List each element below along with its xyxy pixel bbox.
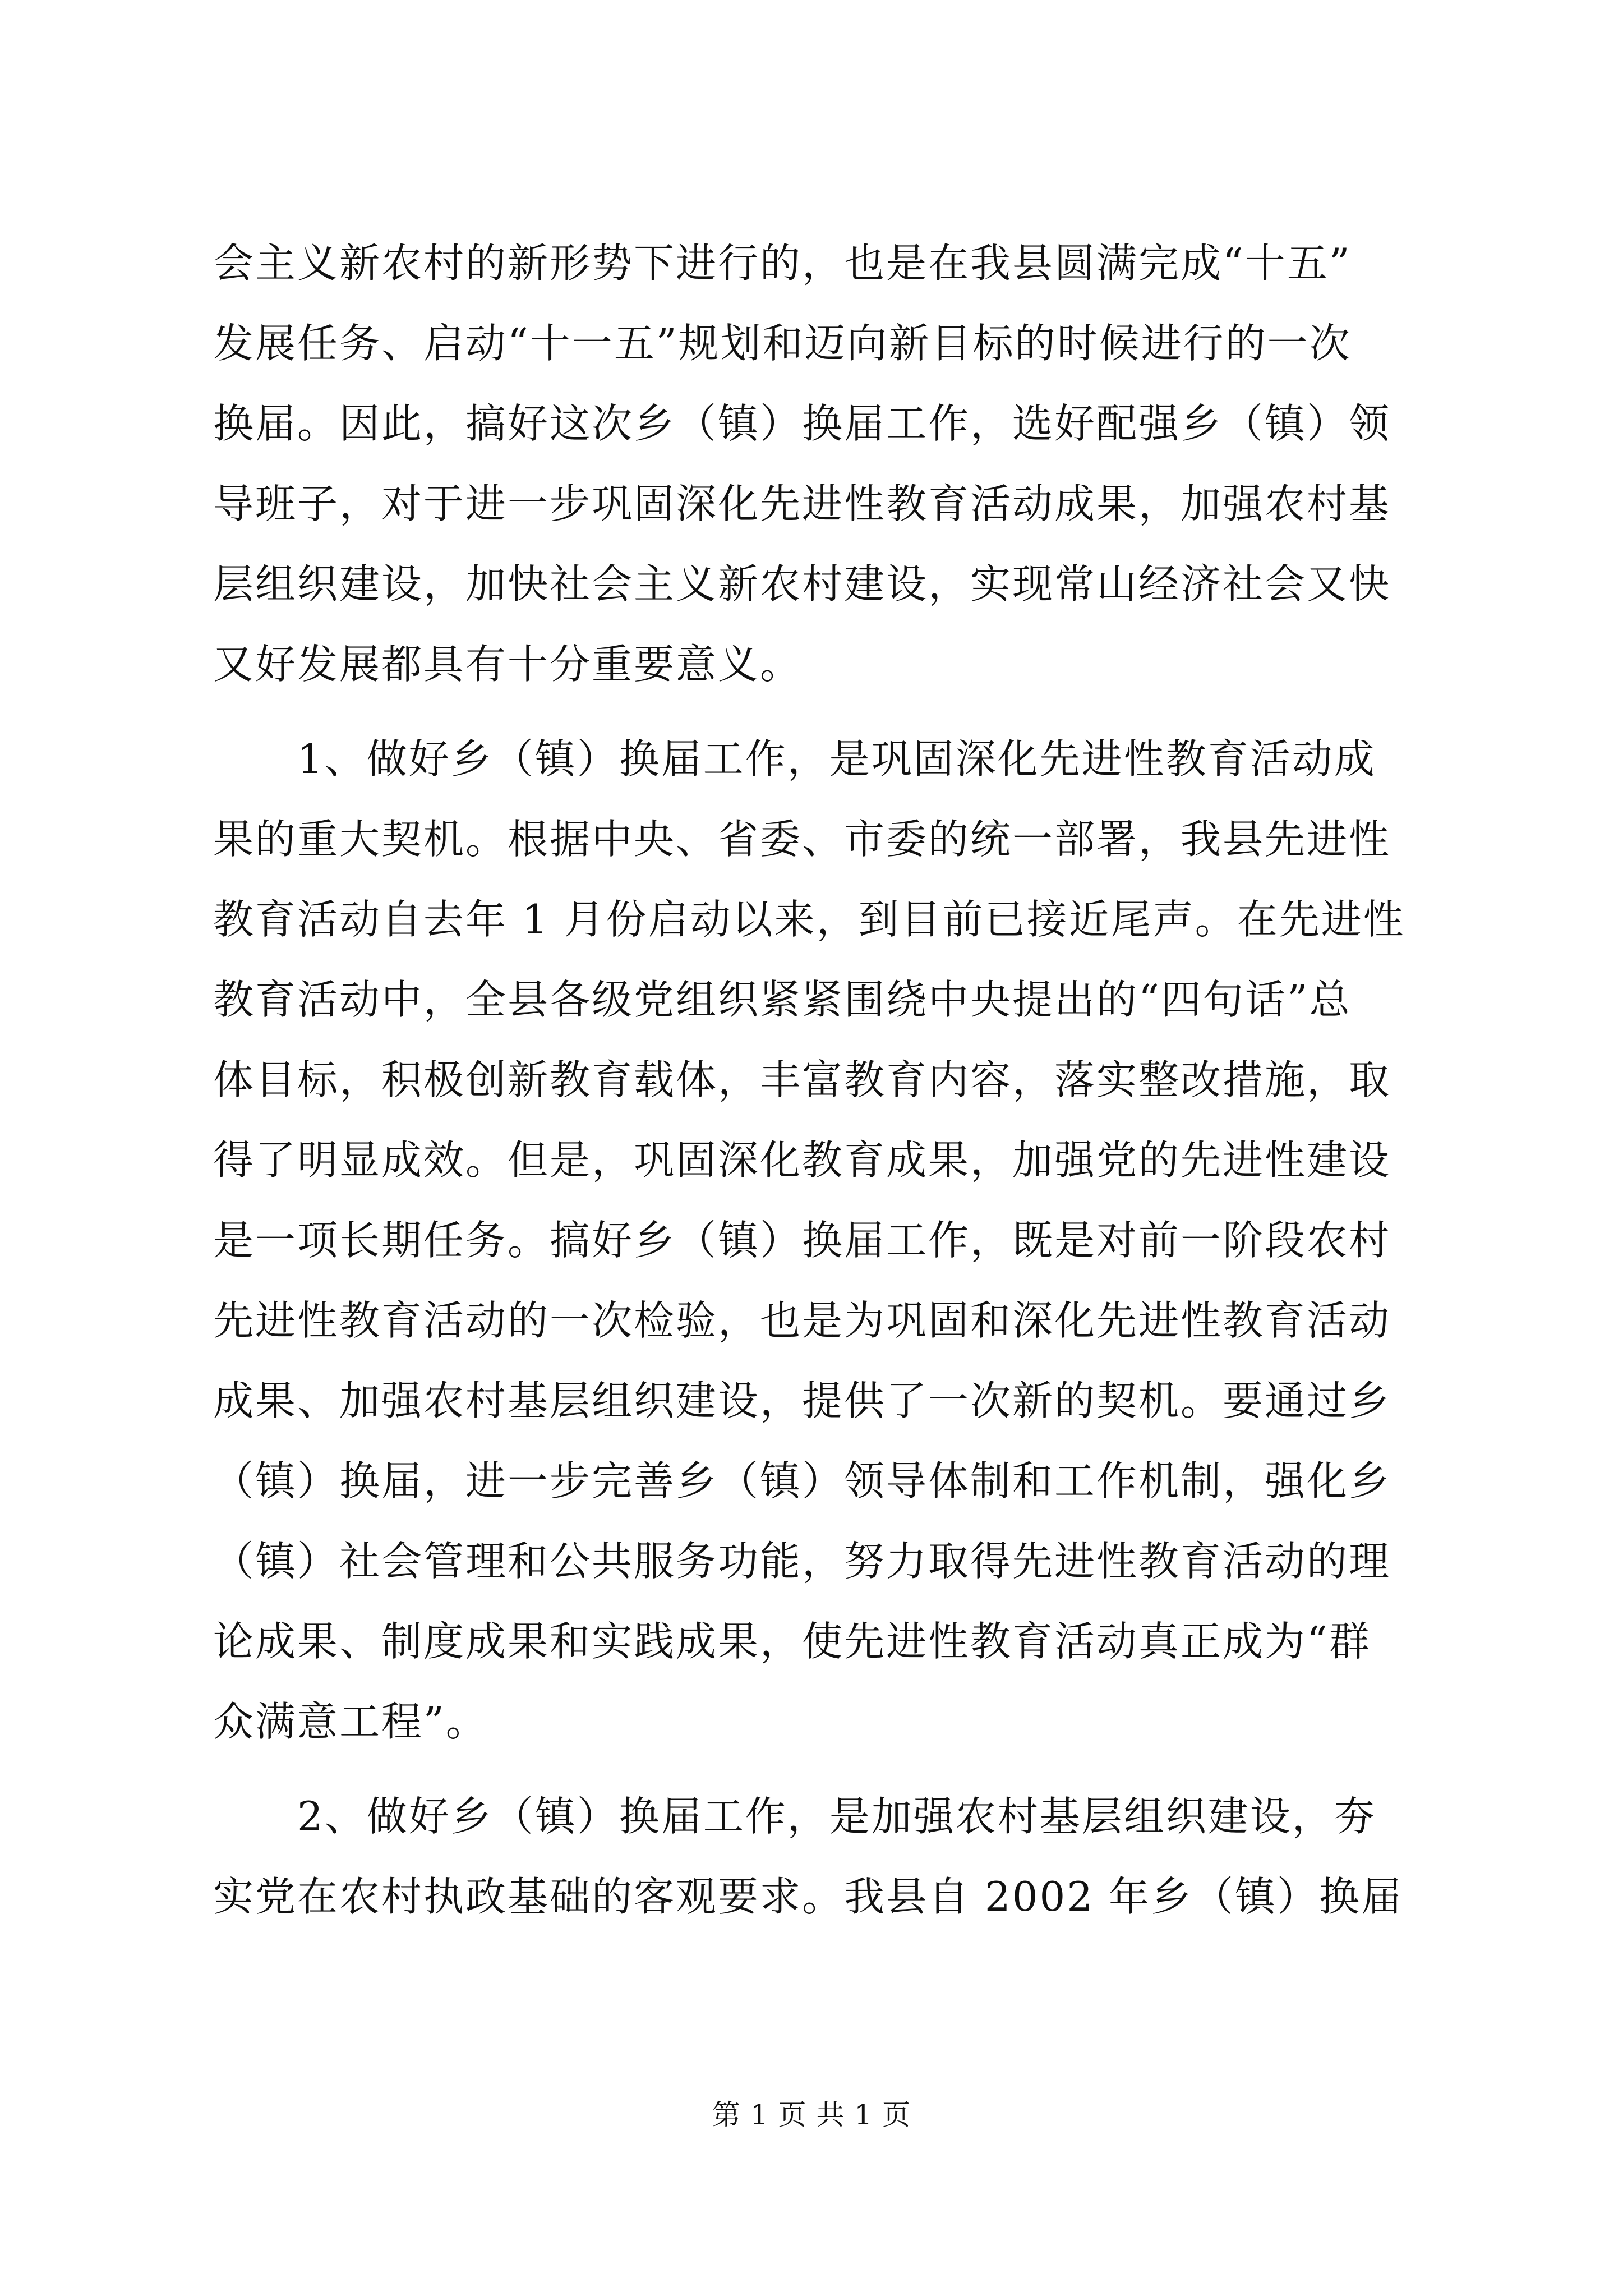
text-line: 得了明显成效。但是，巩固深化教育成果，加强党的先进性建设	[213, 1137, 1391, 1184]
text-line: 会主义新农村的新形势下进行的，也是在我县圆满完成“十五”	[213, 240, 1352, 287]
text-line: 成果、加强农村基层组织建设，提供了一次新的契机。要通过乡	[213, 1377, 1391, 1424]
text-line: （镇）社会管理和公共服务功能，努力取得先进性教育活动的理	[213, 1538, 1391, 1585]
text-line: 先进性教育活动的一次检验，也是为巩固和深化先进性教育活动	[213, 1297, 1391, 1344]
text-line: 导班子，对于进一步巩固深化先进性教育活动成果，加强农村基	[213, 480, 1391, 527]
text-line: 体目标，积极创新教育载体，丰富教育内容，落实整改措施，取	[213, 1056, 1391, 1103]
text-line: 教育活动中，全县各级党组织紧紧围绕中央提出的“四句话”总	[213, 976, 1352, 1023]
text-line: 果的重大契机。根据中央、省委、市委的统一部署，我县先进性	[213, 816, 1391, 863]
text-line: 发展任务、启动“十一五”规划和迈向新目标的时候进行的一次	[213, 320, 1352, 367]
text-line: 众满意工程”。	[213, 1698, 488, 1745]
text-line: 实党在农村执政基础的客观要求。我县自 2002 年乡（镇）换届	[213, 1873, 1404, 1920]
paragraph	[213, 719, 1419, 1762]
text-line: 1、做好乡（镇）换届工作，是巩固深化先进性教育活动成	[213, 735, 1376, 783]
page-footer: 第 1 页 共 1 页	[712, 2099, 911, 2131]
text-line: 是一项长期任务。搞好乡（镇）换届工作，既是对前一阶段农村	[213, 1217, 1391, 1264]
document-body	[213, 223, 1419, 1937]
text-line: （镇）换届，进一步完善乡（镇）领导体制和工作机制，强化乡	[213, 1457, 1391, 1504]
paragraph	[213, 223, 1419, 705]
text-line: 2、做好乡（镇）换届工作，是加强农村基层组织建设，夯	[213, 1793, 1376, 1840]
text-line: 换届。因此，搞好这次乡（镇）换届工作，选好配强乡（镇）领	[213, 400, 1391, 447]
text-line: 教育活动自去年 1 月份启动以来，到目前已接近尾声。在先进性	[213, 896, 1405, 943]
text-line: 论成果、制度成果和实践成果，使先进性教育活动真正成为“群	[213, 1618, 1371, 1665]
text-line: 层组织建设，加快社会主义新农村建设，实现常山经济社会又快	[213, 560, 1391, 608]
paragraph	[213, 1777, 1419, 1937]
text-line: 又好发展都具有十分重要意义。	[213, 641, 803, 688]
